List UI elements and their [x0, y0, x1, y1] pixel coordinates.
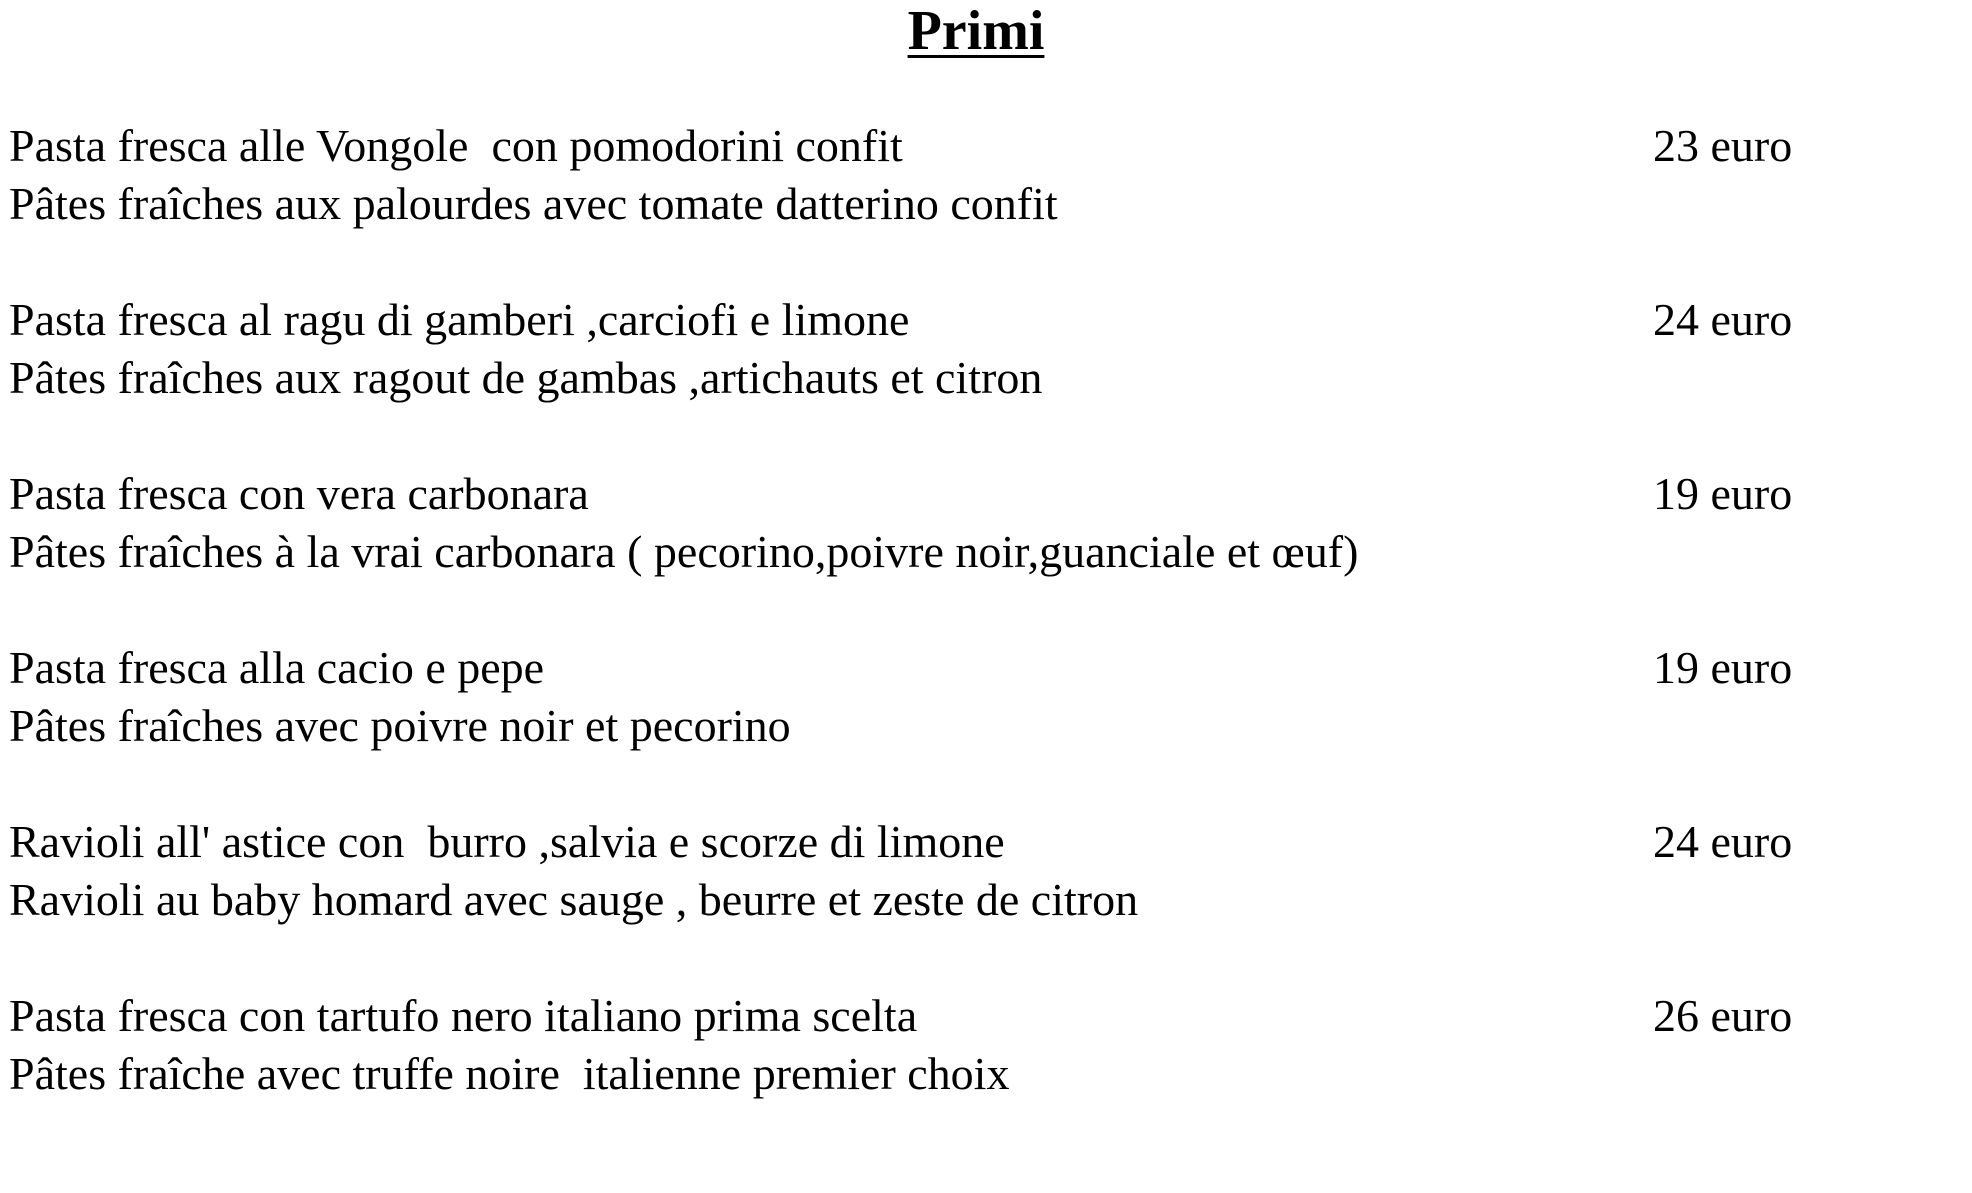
dish-price: 23 euro: [1653, 120, 1793, 171]
page-title: Primi: [907, 0, 1045, 62]
dish-name-french: Pâtes fraîches à la vrai carbonara ( pecorino,poivre noir,guanciale et œuf): [9, 526, 1359, 577]
menu-list: [9, 117, 1969, 1161]
dish-price: 24 euro: [1653, 816, 1793, 867]
dish-name-french: Ravioli au baby homard avec sauge , beurre et zeste de citron: [9, 874, 1139, 925]
dish-price: 19 euro: [1653, 642, 1793, 693]
dish-name-italian: Pasta fresca con tartufo nero italiano prima scelta: [9, 990, 918, 1041]
dish-name-italian: Ravioli all' astice con burro ,salvia e scorze di limone: [9, 816, 1005, 867]
dish-price: 24 euro: [1653, 294, 1793, 345]
dish-name-italian: Pasta fresca al ragu di gamberi ,carciofi e limone: [9, 294, 910, 345]
menu-item: [9, 813, 1969, 987]
dish-name-french: Pâtes fraîches aux ragout de gambas ,artichauts et citron: [9, 352, 1043, 403]
menu-item: [9, 639, 1969, 813]
menu-item: [9, 987, 1969, 1161]
menu-item: [9, 291, 1969, 465]
menu-item: [9, 465, 1969, 639]
menu-item: [9, 117, 1969, 291]
dish-price: 19 euro: [1653, 468, 1793, 519]
dish-name-italian: Pasta fresca alla cacio e pepe: [9, 642, 545, 693]
dish-name-french: Pâtes fraîche avec truffe noire italienne premier choix: [9, 1048, 1010, 1099]
dish-price: 26 euro: [1653, 990, 1793, 1041]
dish-name-italian: Pasta fresca alle Vongole con pomodorini confit: [9, 120, 903, 171]
dish-name-french: Pâtes fraîches aux palourdes avec tomate datterino confit: [9, 178, 1058, 229]
dish-name-french: Pâtes fraîches avec poivre noir et pecorino: [9, 700, 791, 751]
dish-name-italian: Pasta fresca con vera carbonara: [9, 468, 589, 519]
